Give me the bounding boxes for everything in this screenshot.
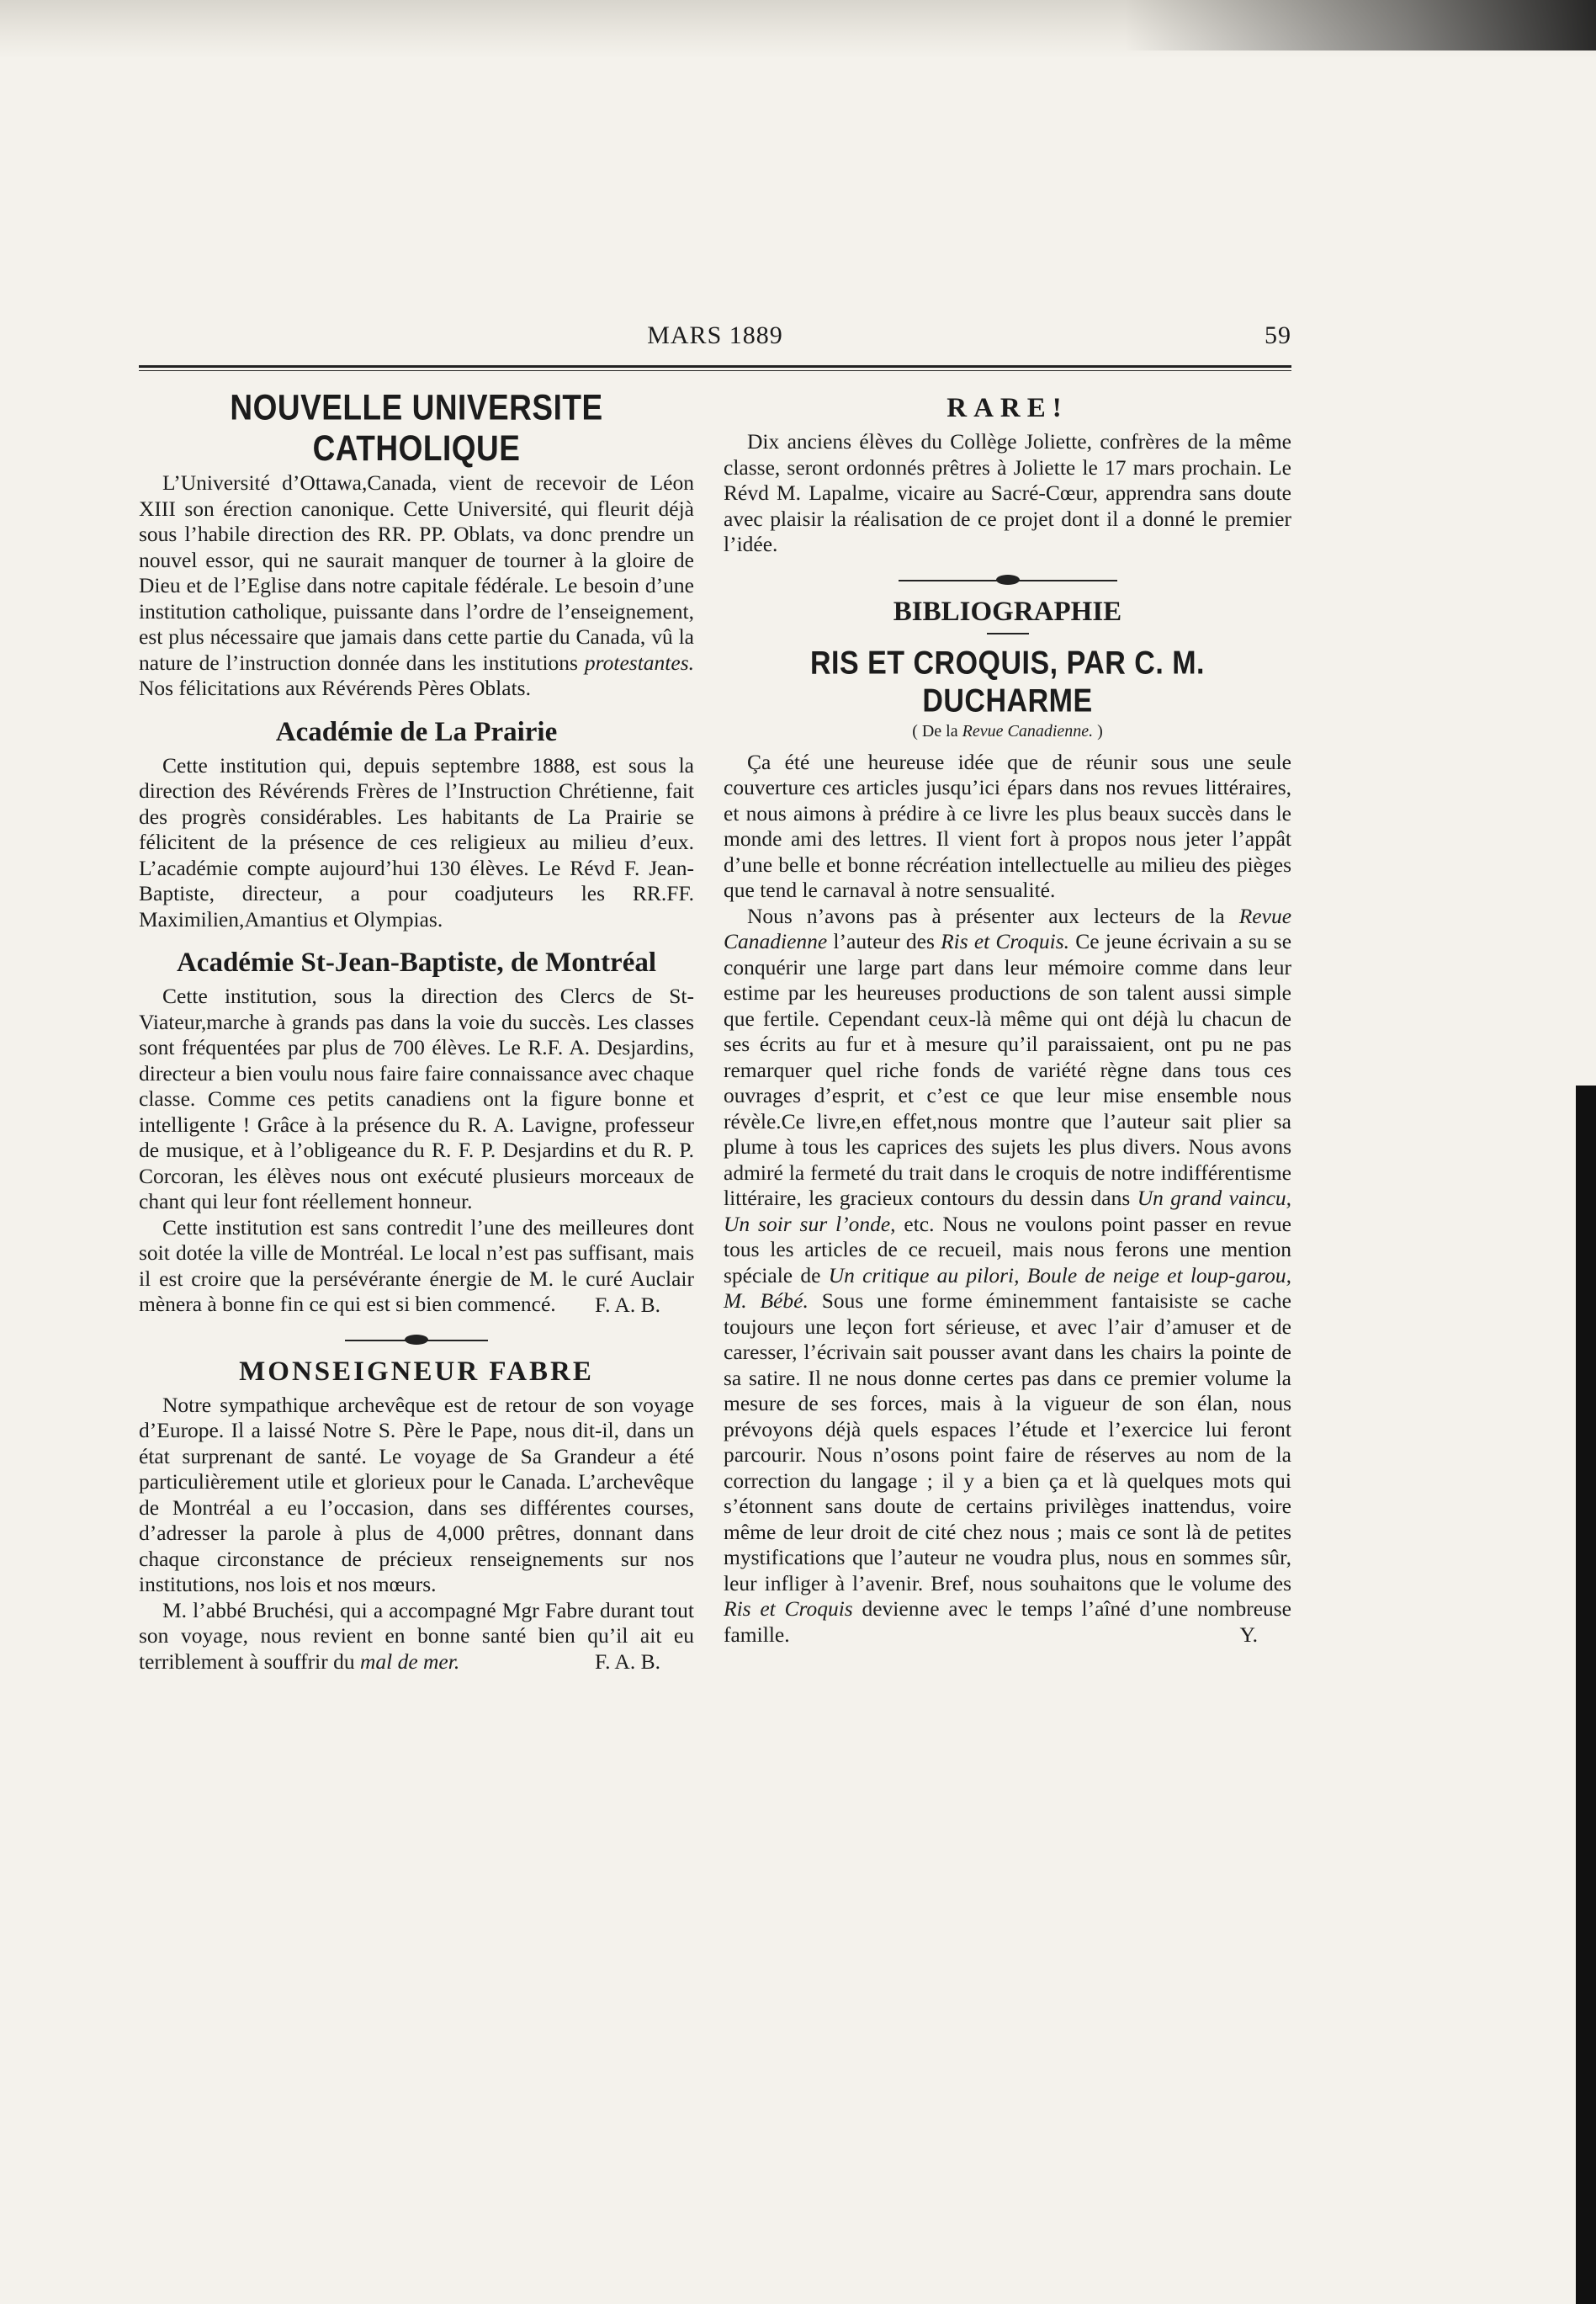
text-run: l’auteur des [833,929,935,953]
text-run: Nous n’avons pas à présenter aux lecteurs de la [747,903,1225,928]
section-title: Académie St-Jean-Baptiste, de Montréal [176,948,657,978]
signature: F. A. B. [594,1292,660,1317]
short-rule [987,633,1029,634]
running-title: MARS 1889 [647,321,783,349]
italic-run: Un critique au pilori, Boule de neige et loup-garou, M. Bébé. [724,1262,1292,1313]
text-run: ( De la [912,721,958,741]
italic-run: protestantes. [584,650,694,675]
italic-run: Un grand vaincu, Un soir sur l’onde, [724,1186,1292,1236]
text-run: devienne avec le temps l’aîné d’une nombreuse famille. [724,1596,1292,1647]
signature: Y. [1239,1622,1258,1647]
ornament [996,575,1020,585]
left-column [139,388,694,1675]
source-line [724,722,1291,741]
text-run: Ce jeune écrivain a su se conquérir une large part dans leur mémoire comme dans leur estime par les heureuses productions de son talent aussi simple que fertile. Cependant ceux-là même qui ont déjà lu chacun de ses écrits au fur et à mesure qu’il paraissaient, ont pu ne pas remarquer quel riche fonds de variété règne dans tous ces ouvrages d’esprit, et c’est ce que leur mise ensemble nous révèle.Ce livre,en effet,nous montre que l’auteur sait plier sa plume à tous les caprices des sujets les plus divers. Nous avons admiré la fermeté du trait dans le croquis de notre indifférentisme littéraire, les gracieux contours du dessin dans [724,929,1292,1210]
italic-run: Revue Canadienne [724,903,1292,953]
article-paragraph: Cette institution, sous la direction des Clercs de St-Viateur,marche à grands pas dans la voie du succès. Les classes sont fréquentées par plus de 700 élèves. Le R.F. A. Desjardins, directeur a bien voulu nous faire faire connaissance avec chaque classe. Comme ces petits canadiens ont la figure bonne et intelligente ! Grâce à la présence du R. A. Lavigne, professeur de musique, et à l’obligeance du R. F. P. Desjardins et du R. P. Corcoran, les élèves nous ont exécuté plusieurs morceaux de chant qui leur font réellement honneur. [139,984,694,1213]
header-rule [139,365,1291,371]
scan-shadow [1125,0,1596,50]
article-paragraph [139,470,694,702]
text-run: etc. Nous ne voulons point passer en revue tous les articles de ce recueil, mais nous ferons une mention spéciale de [724,1211,1292,1287]
section-title: Académie de La Prairie [275,716,558,747]
text-run: Sous une forme éminemment fantaisiste se cache toujours une leçon fort sérieuse, et avec l’air d’amuser et de caresser, l’écrivain sait pousser avant dans les chairs la pointe de sa satire. Il ne nous donne certes pas dans ce premier volume la mesure de ses forces, mais à la vigueur de son élan, nous prévoyons déjà quels espaces l’étude et l’exercice lui feront parcourir. Nous n’osons point faire de réserves au nom de la correction du langage ; il y a bien ça et là quelques mots qui s’étonnent sans doute de certains privilèges inattendus, voire même de leur droit de cité chez nous ; mais ce sont là de petites mystifications que l’auteur ne voudra plus, nous en sommes sûr, leur infliger à l’avenir. Bref, nous souhaitons que le volume des [724,1288,1291,1595]
right-column [724,388,1291,1675]
running-head [139,311,1291,362]
text-run: L’Université d’Ottawa,Canada, vient de recevoir de Léon XIII son érection canonique. Cette Université, qui fleurit déjà sous l’habile direction des RR. PP. Oblats, va donc prendre un nouvel essor, qui ne saurait manquer de tourner à la gloire de Dieu et de l’Eglise dans notre capitale fédérale. Le besoin d’une institution catholique, puissante dans l’ordre de l’enseignement, est plus nécessaire que jamais dans cette partie du Canada, vû la nature de l’instruction donnée dans les institutions [139,470,694,675]
text-run: M. l’abbé Bruchési, qui a accompagné Mgr Fabre durant tout son voyage, nous revient en bonne santé bien qu’il ait eu terriblement à souffrir du [139,1597,694,1674]
italic-run: Ris et Croquis [724,1596,853,1621]
article-paragraph: Cette institution qui, depuis septembre 1888, est sous la direction des Révérends Frères de l’Instruction Chrétienne, fait des progrès considérables. Les habitants de La Prairie se félicitent de la présence de ces religieux au milieu d’eux. L’académie compte aujourd’hui 130 élèves. Le Révd F. Jean-Baptiste, directeur, a pour coadjuteurs les RR.FF. Maximilien,Amantius et Olympias. [139,752,694,932]
ornament-divider [899,580,1117,581]
columns [139,388,1291,1675]
ornament [405,1335,428,1345]
signature: F. A. B. [594,1649,660,1674]
section-title: BIBLIOGRAPHIE [893,596,1122,627]
article-title: NOUVELLE UNIVERSITE CATHOLIQUE [230,387,603,469]
page-number: 59 [1265,321,1291,349]
italic-run: Ris et Croquis. [941,929,1070,953]
section-title: RARE! [946,393,1068,423]
article-paragraph [724,904,1291,1648]
article-paragraph: Ça été une heureuse idée que de réunir sous une seule couverture ces articles jusqu’ici épars dans nos revues littéraires, et nous aimons à prédire à ce livre les plus beaux succès dans le monde ami des lettres. Il vient fort à propos nous jeter l’appât d’une belle et bonne récréation intellectuelle au milieu des pièges que tend le carnaval à notre sensualité. [724,749,1291,902]
article-paragraph: Dix anciens élèves du Collège Joliette, confrères de la même classe, seront ordonnés prêtres à Joliette le 17 mars prochain. Le Révd M. Lapalme, vicaire au Sacré-Cœur, apprendra sans doute avec plaisir la réalisation de ce projet dont il a donné le premier l’idée. [724,429,1291,556]
ornament-divider [345,1340,488,1341]
text-run: Nos félicitations aux Révérends Pères Oblats. [139,676,531,700]
article-paragraph: Cette institution est sans contredit l’une des meilleures dont soit dotée la ville de Montréal. Le local n’est pas suffisant, mais il est croire que la persévérante énergie de M. le curé Auclair mènera à bonne fin ce qui est si bien commencé. [139,1214,694,1316]
italic-run: Revue Canadienne. [962,721,1094,741]
section-title: MONSEIGNEUR FABRE [239,1356,594,1387]
article-title: RIS ET CROQUIS, PAR C. M. DUCHARME [809,644,1205,719]
newspaper-page [139,311,1291,1675]
text-run: ) [1097,721,1103,741]
scan-binding-edge [1576,1086,1596,2304]
italic-run: mal de mer. [359,1648,460,1674]
article-paragraph: Notre sympathique archevêque est de retour de son voyage d’Europe. Il a laissé Notre S. Père le Pape, nous dit-il, dans un état surprenant de santé. Le voyage de Sa Grandeur a été particulièrement utile et glorieux pour le Canada. L’archevêque de Montréal a eu l’occasion, dans ses différentes courses, d’adresser la parole à plus de 4,000 prêtres, donnant dans chaque circonstance de précieux renseignements sur nos institutions, nos lois et nos mœurs. [139,1392,694,1596]
